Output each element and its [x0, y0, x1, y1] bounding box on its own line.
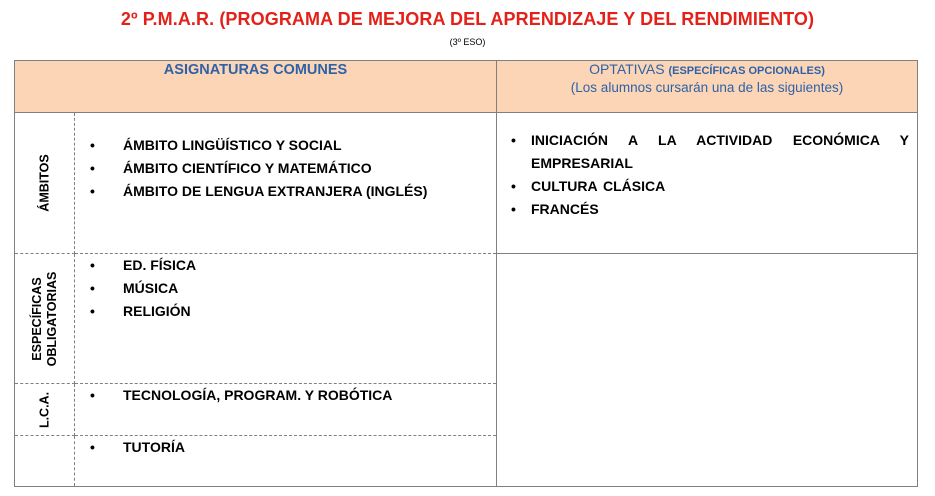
optional-subjects-heading [497, 61, 917, 77]
row-label-ambitos [15, 113, 75, 254]
page-title: 2º P.M.A.R. (PROGRAMA DE MEJORA DEL APRENDIZAJE Y DEL RENDIMIENTO) [120, 9, 815, 29]
list-item: • INICIACIÓN A LA ACTIVIDAD ECONÓMICA Y EMPRESARIAL [497, 129, 909, 175]
especificas-items [75, 254, 497, 384]
ambitos-items [75, 113, 497, 254]
table-row [15, 113, 918, 254]
row-label-text: ESPECÍFICAS OBLIGATORIAS [29, 271, 59, 366]
common-subjects-header [15, 61, 497, 113]
bullet-icon: • [511, 132, 516, 148]
tutoria-items [75, 436, 497, 487]
common-subjects-heading: ASIGNATURAS COMUNES [163, 62, 348, 78]
bullet-icon: • [90, 257, 95, 273]
list-item: • TECNOLOGÍA, PROGRAM. Y ROBÓTICA [75, 384, 496, 407]
especificas-list [75, 254, 496, 323]
optional-main-label: OPTATIVAS [589, 61, 665, 77]
ambitos-list [75, 113, 496, 203]
bullet-icon: • [90, 387, 95, 403]
list-item: • FRANCÉS [497, 198, 909, 221]
list-item: • ED. FÍSICA [75, 254, 496, 277]
row-label-especificas [15, 254, 75, 384]
bullet-icon: • [90, 160, 95, 176]
row-label-text: ÁMBITOS [37, 154, 51, 212]
table-header-row [15, 61, 918, 113]
page-subtitle: (3º ESO) [449, 37, 486, 47]
bullet-icon: • [90, 303, 95, 319]
row-label-text: L.C.A. [37, 391, 51, 428]
optional-empty-cell [497, 254, 918, 487]
list-item: • RELIGIÓN [75, 300, 496, 323]
list-item: • TUTORÍA [75, 436, 496, 459]
bullet-icon: • [90, 183, 95, 199]
optional-list [497, 113, 917, 221]
row-label-lca [15, 384, 75, 436]
table-row [15, 254, 918, 384]
bullet-icon: • [511, 201, 516, 217]
list-item: • CULTURA CLÁSICA [497, 175, 909, 198]
lca-list [75, 384, 496, 407]
row-label-empty [15, 436, 75, 487]
optional-subjects-header [497, 61, 918, 113]
tutoria-list [75, 436, 496, 459]
list-item: • ÁMBITO LINGÜÍSTICO Y SOCIAL [75, 134, 496, 157]
list-item: • ÁMBITO CIENTÍFICO Y MATEMÁTICO [75, 157, 496, 180]
bullet-icon: • [511, 178, 516, 194]
list-item: • MÚSICA [75, 277, 496, 300]
optional-small-label: (ESPECÍFICAS OPCIONALES) [668, 65, 825, 77]
optional-note: (Los alumnos cursarán una de las siguientes) [570, 80, 844, 95]
optional-items-cell [497, 113, 918, 254]
lca-items [75, 384, 497, 436]
subjects-table [14, 60, 918, 487]
list-item: • ÁMBITO DE LENGUA EXTRANJERA (INGLÉS) [75, 180, 496, 203]
bullet-icon: • [90, 439, 95, 455]
bullet-icon: • [90, 280, 95, 296]
bullet-icon: • [90, 137, 95, 153]
